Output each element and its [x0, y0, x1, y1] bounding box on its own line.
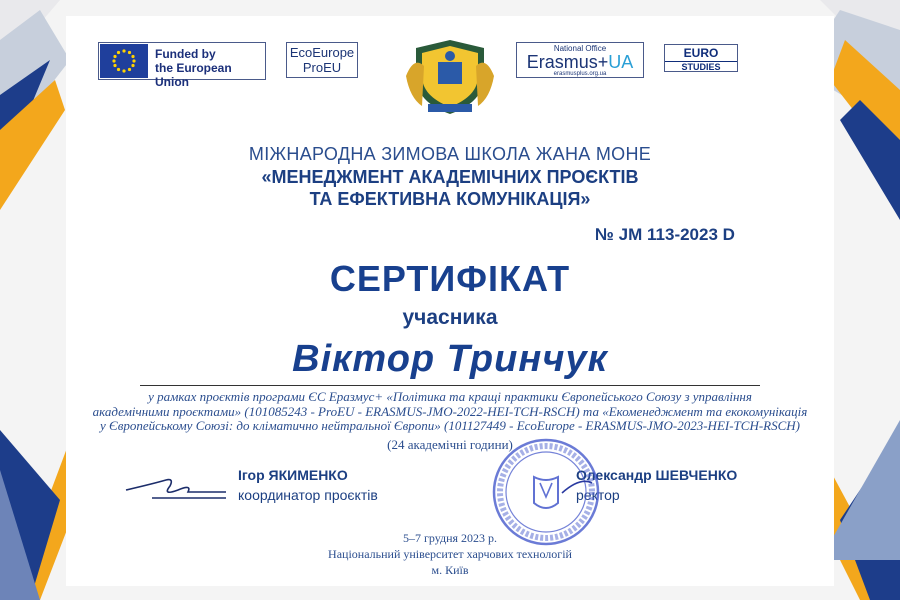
university-crest-icon	[404, 36, 496, 116]
name-underline	[140, 385, 760, 386]
program-title-line2: ТА ЕФЕКТИВНА КОМУНІКАЦІЯ»	[309, 189, 591, 209]
city: м. Київ	[431, 563, 469, 577]
eu-logo-line2: the European Union	[155, 61, 232, 89]
erasmus-name: Erasmus+	[526, 52, 609, 72]
recipient-name: Віктор Тринчук	[292, 338, 608, 380]
certificate-number: № JM 113-2023 D	[595, 225, 735, 244]
left-signatory-role: координатор проєктів	[238, 487, 378, 503]
description-line3: у Європейському Союзі: до кліматично нейтральної Європи» (101127449 - EcoEurope - ERASMUS-JMO-2023-HEI-TCH-RSCH)	[99, 418, 800, 433]
erasmus-ua: UA	[608, 52, 634, 72]
eu-logo-line1: Funded by	[155, 47, 216, 61]
school-name: МІЖНАРОДНА ЗИМОВА ШКОЛА ЖАНА МОНЕ	[248, 144, 652, 164]
euro-studies-line2: STUDIES	[665, 61, 737, 73]
description-line2: академічними проєктами» (101085243 - ProEU - ERASMUS-JMO-2022-HEI-TCH-RSCH) та «Екоменеджмент та екокомунікація	[92, 403, 808, 419]
right-signatory-name: Олександр ШЕВЧЕНКО	[576, 467, 738, 483]
eu-flag-icon	[100, 44, 148, 78]
university-name: Національний університет харчових технологій	[328, 547, 572, 561]
erasmus-url: erasmusplus.org.ua	[553, 71, 607, 77]
ecoeurope-line2: ProEU	[302, 60, 342, 75]
eu-funding-logo	[98, 42, 266, 89]
erasmus-ua-logo	[516, 42, 644, 78]
event-date: 5–7 грудня 2023 р.	[402, 531, 498, 545]
certificate-title: СЕРТИФІКАТ	[329, 258, 571, 299]
euro-studies-line1: EURO	[683, 46, 719, 60]
right-signatory-role: ректор	[576, 487, 620, 503]
description-line1: у рамках проєктів програми ЄС Еразмус+ «Політика та кращі практики Європейського Союзу з управління	[148, 389, 752, 404]
program-title-line1: «МЕНЕДЖМЕНТ АКАДЕМІЧНИХ ПРОЄКТІВ	[261, 167, 639, 187]
certificate-description	[0, 390, 900, 434]
certificate-subtitle: учасника	[402, 306, 498, 329]
ecoeurope-line1: EcoEurope	[289, 45, 355, 60]
left-signature	[122, 470, 232, 504]
ecoeurope-logo	[286, 42, 358, 78]
euro-studies-logo	[664, 44, 738, 72]
left-signatory-name: Ігор ЯКИМЕНКО	[238, 467, 348, 483]
erasmus-national-office: National Office	[553, 44, 607, 53]
academic-hours: (24 академічні години)	[387, 437, 513, 452]
certificate-footer	[0, 530, 900, 578]
